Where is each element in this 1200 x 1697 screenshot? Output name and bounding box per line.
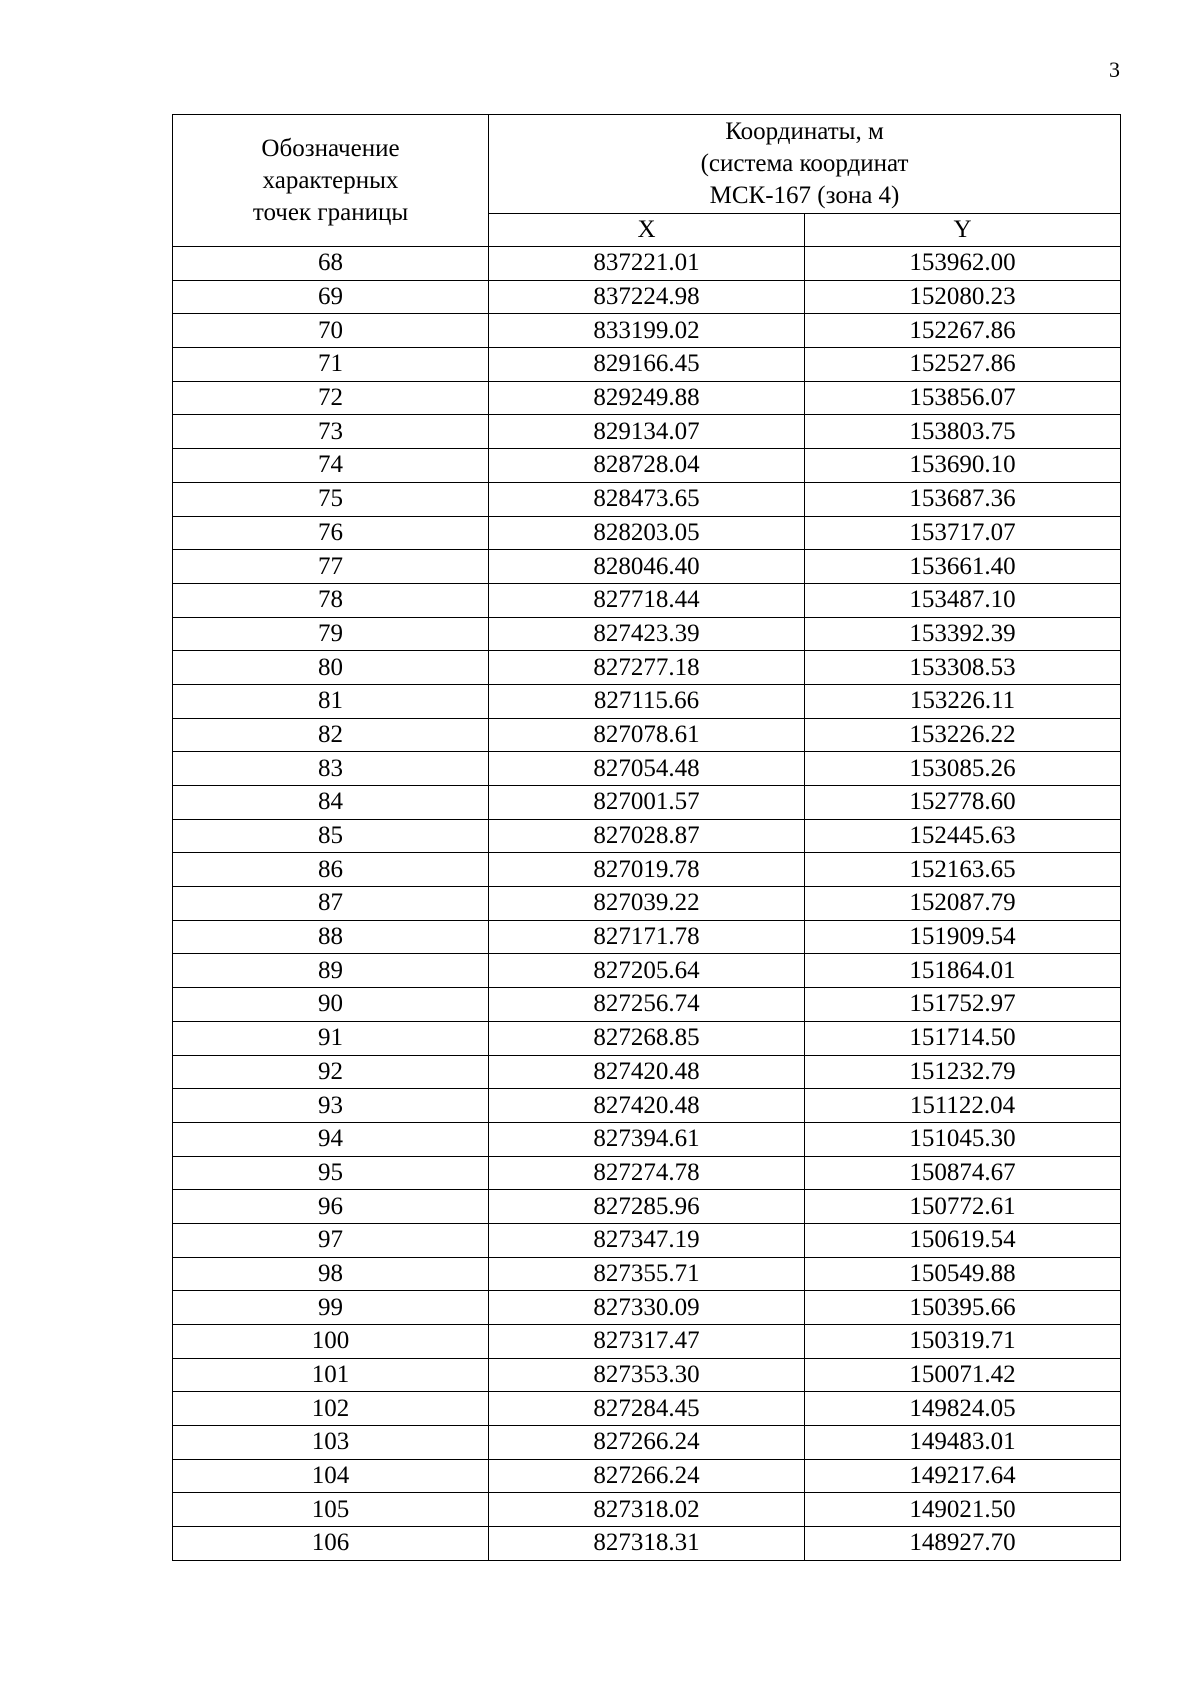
cell-y: 153690.10	[805, 449, 1121, 483]
cell-y: 151232.79	[805, 1055, 1121, 1089]
table-row	[173, 516, 1121, 550]
table-row	[173, 1190, 1121, 1224]
cell-point: 96	[173, 1190, 489, 1224]
cell-x: 827318.31	[489, 1527, 805, 1561]
cell-y: 153717.07	[805, 516, 1121, 550]
table-row	[173, 1325, 1121, 1359]
cell-x: 828473.65	[489, 482, 805, 516]
cell-x: 827266.24	[489, 1459, 805, 1493]
cell-point: 83	[173, 752, 489, 786]
cell-y: 150395.66	[805, 1291, 1121, 1325]
cell-point: 74	[173, 449, 489, 483]
table-row	[173, 381, 1121, 415]
cell-x: 827054.48	[489, 752, 805, 786]
cell-y: 152527.86	[805, 348, 1121, 382]
cell-point: 72	[173, 381, 489, 415]
cell-point: 95	[173, 1156, 489, 1190]
cell-x: 827277.18	[489, 651, 805, 685]
cell-y: 148927.70	[805, 1527, 1121, 1561]
cell-y: 153803.75	[805, 415, 1121, 449]
cell-point: 87	[173, 887, 489, 921]
cell-x: 828046.40	[489, 550, 805, 584]
cell-x: 827347.19	[489, 1223, 805, 1257]
cell-y: 152445.63	[805, 819, 1121, 853]
header-x: X	[489, 214, 805, 247]
cell-y: 153487.10	[805, 583, 1121, 617]
table-row	[173, 449, 1121, 483]
table-row	[173, 1156, 1121, 1190]
header-point-designation: Обозначение характерных точек границы	[173, 115, 489, 247]
cell-y: 153308.53	[805, 651, 1121, 685]
cell-x: 827268.85	[489, 1021, 805, 1055]
cell-point: 81	[173, 684, 489, 718]
cell-y: 153392.39	[805, 617, 1121, 651]
table-row	[173, 1459, 1121, 1493]
cell-y: 152267.86	[805, 314, 1121, 348]
table-row	[173, 853, 1121, 887]
cell-point: 76	[173, 516, 489, 550]
table-row	[173, 348, 1121, 382]
table-body	[173, 247, 1121, 1561]
cell-point: 103	[173, 1426, 489, 1460]
cell-x: 827718.44	[489, 583, 805, 617]
cell-point: 89	[173, 954, 489, 988]
cell-point: 106	[173, 1527, 489, 1561]
cell-point: 92	[173, 1055, 489, 1089]
cell-y: 150874.67	[805, 1156, 1121, 1190]
cell-y: 150071.42	[805, 1358, 1121, 1392]
table-row	[173, 752, 1121, 786]
cell-x: 827039.22	[489, 887, 805, 921]
cell-y: 150619.54	[805, 1223, 1121, 1257]
cell-point: 86	[173, 853, 489, 887]
cell-point: 104	[173, 1459, 489, 1493]
cell-point: 85	[173, 819, 489, 853]
table-row	[173, 1426, 1121, 1460]
cell-x: 827420.48	[489, 1055, 805, 1089]
cell-x: 827171.78	[489, 920, 805, 954]
table-row	[173, 1257, 1121, 1291]
cell-x: 828728.04	[489, 449, 805, 483]
cell-y: 151045.30	[805, 1122, 1121, 1156]
cell-point: 99	[173, 1291, 489, 1325]
table-row	[173, 718, 1121, 752]
cell-point: 88	[173, 920, 489, 954]
cell-point: 97	[173, 1223, 489, 1257]
cell-point: 68	[173, 247, 489, 281]
cell-point: 80	[173, 651, 489, 685]
cell-y: 151714.50	[805, 1021, 1121, 1055]
cell-y: 153226.11	[805, 684, 1121, 718]
cell-point: 84	[173, 786, 489, 820]
cell-point: 100	[173, 1325, 489, 1359]
table-row	[173, 1493, 1121, 1527]
cell-y: 152778.60	[805, 786, 1121, 820]
table-row	[173, 887, 1121, 921]
table-row	[173, 314, 1121, 348]
table-row	[173, 920, 1121, 954]
cell-y: 151909.54	[805, 920, 1121, 954]
cell-point: 75	[173, 482, 489, 516]
cell-x: 829166.45	[489, 348, 805, 382]
cell-point: 82	[173, 718, 489, 752]
cell-point: 105	[173, 1493, 489, 1527]
cell-y: 150319.71	[805, 1325, 1121, 1359]
cell-x: 837224.98	[489, 280, 805, 314]
cell-x: 837221.01	[489, 247, 805, 281]
cell-point: 79	[173, 617, 489, 651]
table-row	[173, 684, 1121, 718]
cell-y: 151864.01	[805, 954, 1121, 988]
table-row	[173, 482, 1121, 516]
cell-x: 827285.96	[489, 1190, 805, 1224]
table-header	[173, 115, 1121, 247]
cell-x: 827256.74	[489, 988, 805, 1022]
header-coordinates: Координаты, м (система координат МСК-167 (зона 4)	[489, 115, 1121, 214]
cell-x: 827019.78	[489, 853, 805, 887]
cell-point: 71	[173, 348, 489, 382]
table-row	[173, 1392, 1121, 1426]
cell-point: 98	[173, 1257, 489, 1291]
page-number: 3	[1109, 57, 1120, 82]
table-row	[173, 786, 1121, 820]
cell-x: 827355.71	[489, 1257, 805, 1291]
cell-x: 827266.24	[489, 1426, 805, 1460]
cell-point: 93	[173, 1089, 489, 1123]
cell-y: 151752.97	[805, 988, 1121, 1022]
cell-y: 153962.00	[805, 247, 1121, 281]
cell-x: 827205.64	[489, 954, 805, 988]
cell-y: 149483.01	[805, 1426, 1121, 1460]
cell-point: 102	[173, 1392, 489, 1426]
table-row	[173, 1122, 1121, 1156]
cell-x: 828203.05	[489, 516, 805, 550]
cell-y: 150549.88	[805, 1257, 1121, 1291]
cell-x: 827274.78	[489, 1156, 805, 1190]
coordinates-table	[172, 114, 1121, 1561]
cell-y: 149217.64	[805, 1459, 1121, 1493]
cell-x: 829134.07	[489, 415, 805, 449]
cell-y: 152080.23	[805, 280, 1121, 314]
cell-point: 90	[173, 988, 489, 1022]
cell-y: 153856.07	[805, 381, 1121, 415]
cell-point: 78	[173, 583, 489, 617]
cell-x: 833199.02	[489, 314, 805, 348]
table-row	[173, 415, 1121, 449]
table-row	[173, 1089, 1121, 1123]
table-row	[173, 1021, 1121, 1055]
cell-point: 77	[173, 550, 489, 584]
cell-y: 151122.04	[805, 1089, 1121, 1123]
table-row	[173, 988, 1121, 1022]
cell-x: 827420.48	[489, 1089, 805, 1123]
cell-x: 827353.30	[489, 1358, 805, 1392]
cell-y: 153661.40	[805, 550, 1121, 584]
table-row	[173, 1358, 1121, 1392]
cell-y: 149824.05	[805, 1392, 1121, 1426]
cell-point: 101	[173, 1358, 489, 1392]
cell-x: 829249.88	[489, 381, 805, 415]
cell-x: 827330.09	[489, 1291, 805, 1325]
cell-y: 149021.50	[805, 1493, 1121, 1527]
cell-x: 827423.39	[489, 617, 805, 651]
cell-point: 70	[173, 314, 489, 348]
cell-y: 153226.22	[805, 718, 1121, 752]
cell-x: 827318.02	[489, 1493, 805, 1527]
cell-x: 827284.45	[489, 1392, 805, 1426]
cell-y: 153085.26	[805, 752, 1121, 786]
table-row	[173, 651, 1121, 685]
cell-y: 153687.36	[805, 482, 1121, 516]
table-row	[173, 1223, 1121, 1257]
cell-x: 827394.61	[489, 1122, 805, 1156]
table-row	[173, 280, 1121, 314]
cell-x: 827115.66	[489, 684, 805, 718]
cell-point: 69	[173, 280, 489, 314]
table-row	[173, 583, 1121, 617]
table-row	[173, 819, 1121, 853]
table-row	[173, 1527, 1121, 1561]
table-row	[173, 1291, 1121, 1325]
cell-x: 827028.87	[489, 819, 805, 853]
header-y: Y	[805, 214, 1121, 247]
cell-y: 152087.79	[805, 887, 1121, 921]
cell-point: 91	[173, 1021, 489, 1055]
table-row	[173, 247, 1121, 281]
table-row	[173, 1055, 1121, 1089]
cell-y: 150772.61	[805, 1190, 1121, 1224]
cell-x: 827317.47	[489, 1325, 805, 1359]
table-row	[173, 954, 1121, 988]
cell-point: 94	[173, 1122, 489, 1156]
cell-x: 827078.61	[489, 718, 805, 752]
cell-x: 827001.57	[489, 786, 805, 820]
table-row	[173, 617, 1121, 651]
cell-point: 73	[173, 415, 489, 449]
cell-y: 152163.65	[805, 853, 1121, 887]
table-row	[173, 550, 1121, 584]
